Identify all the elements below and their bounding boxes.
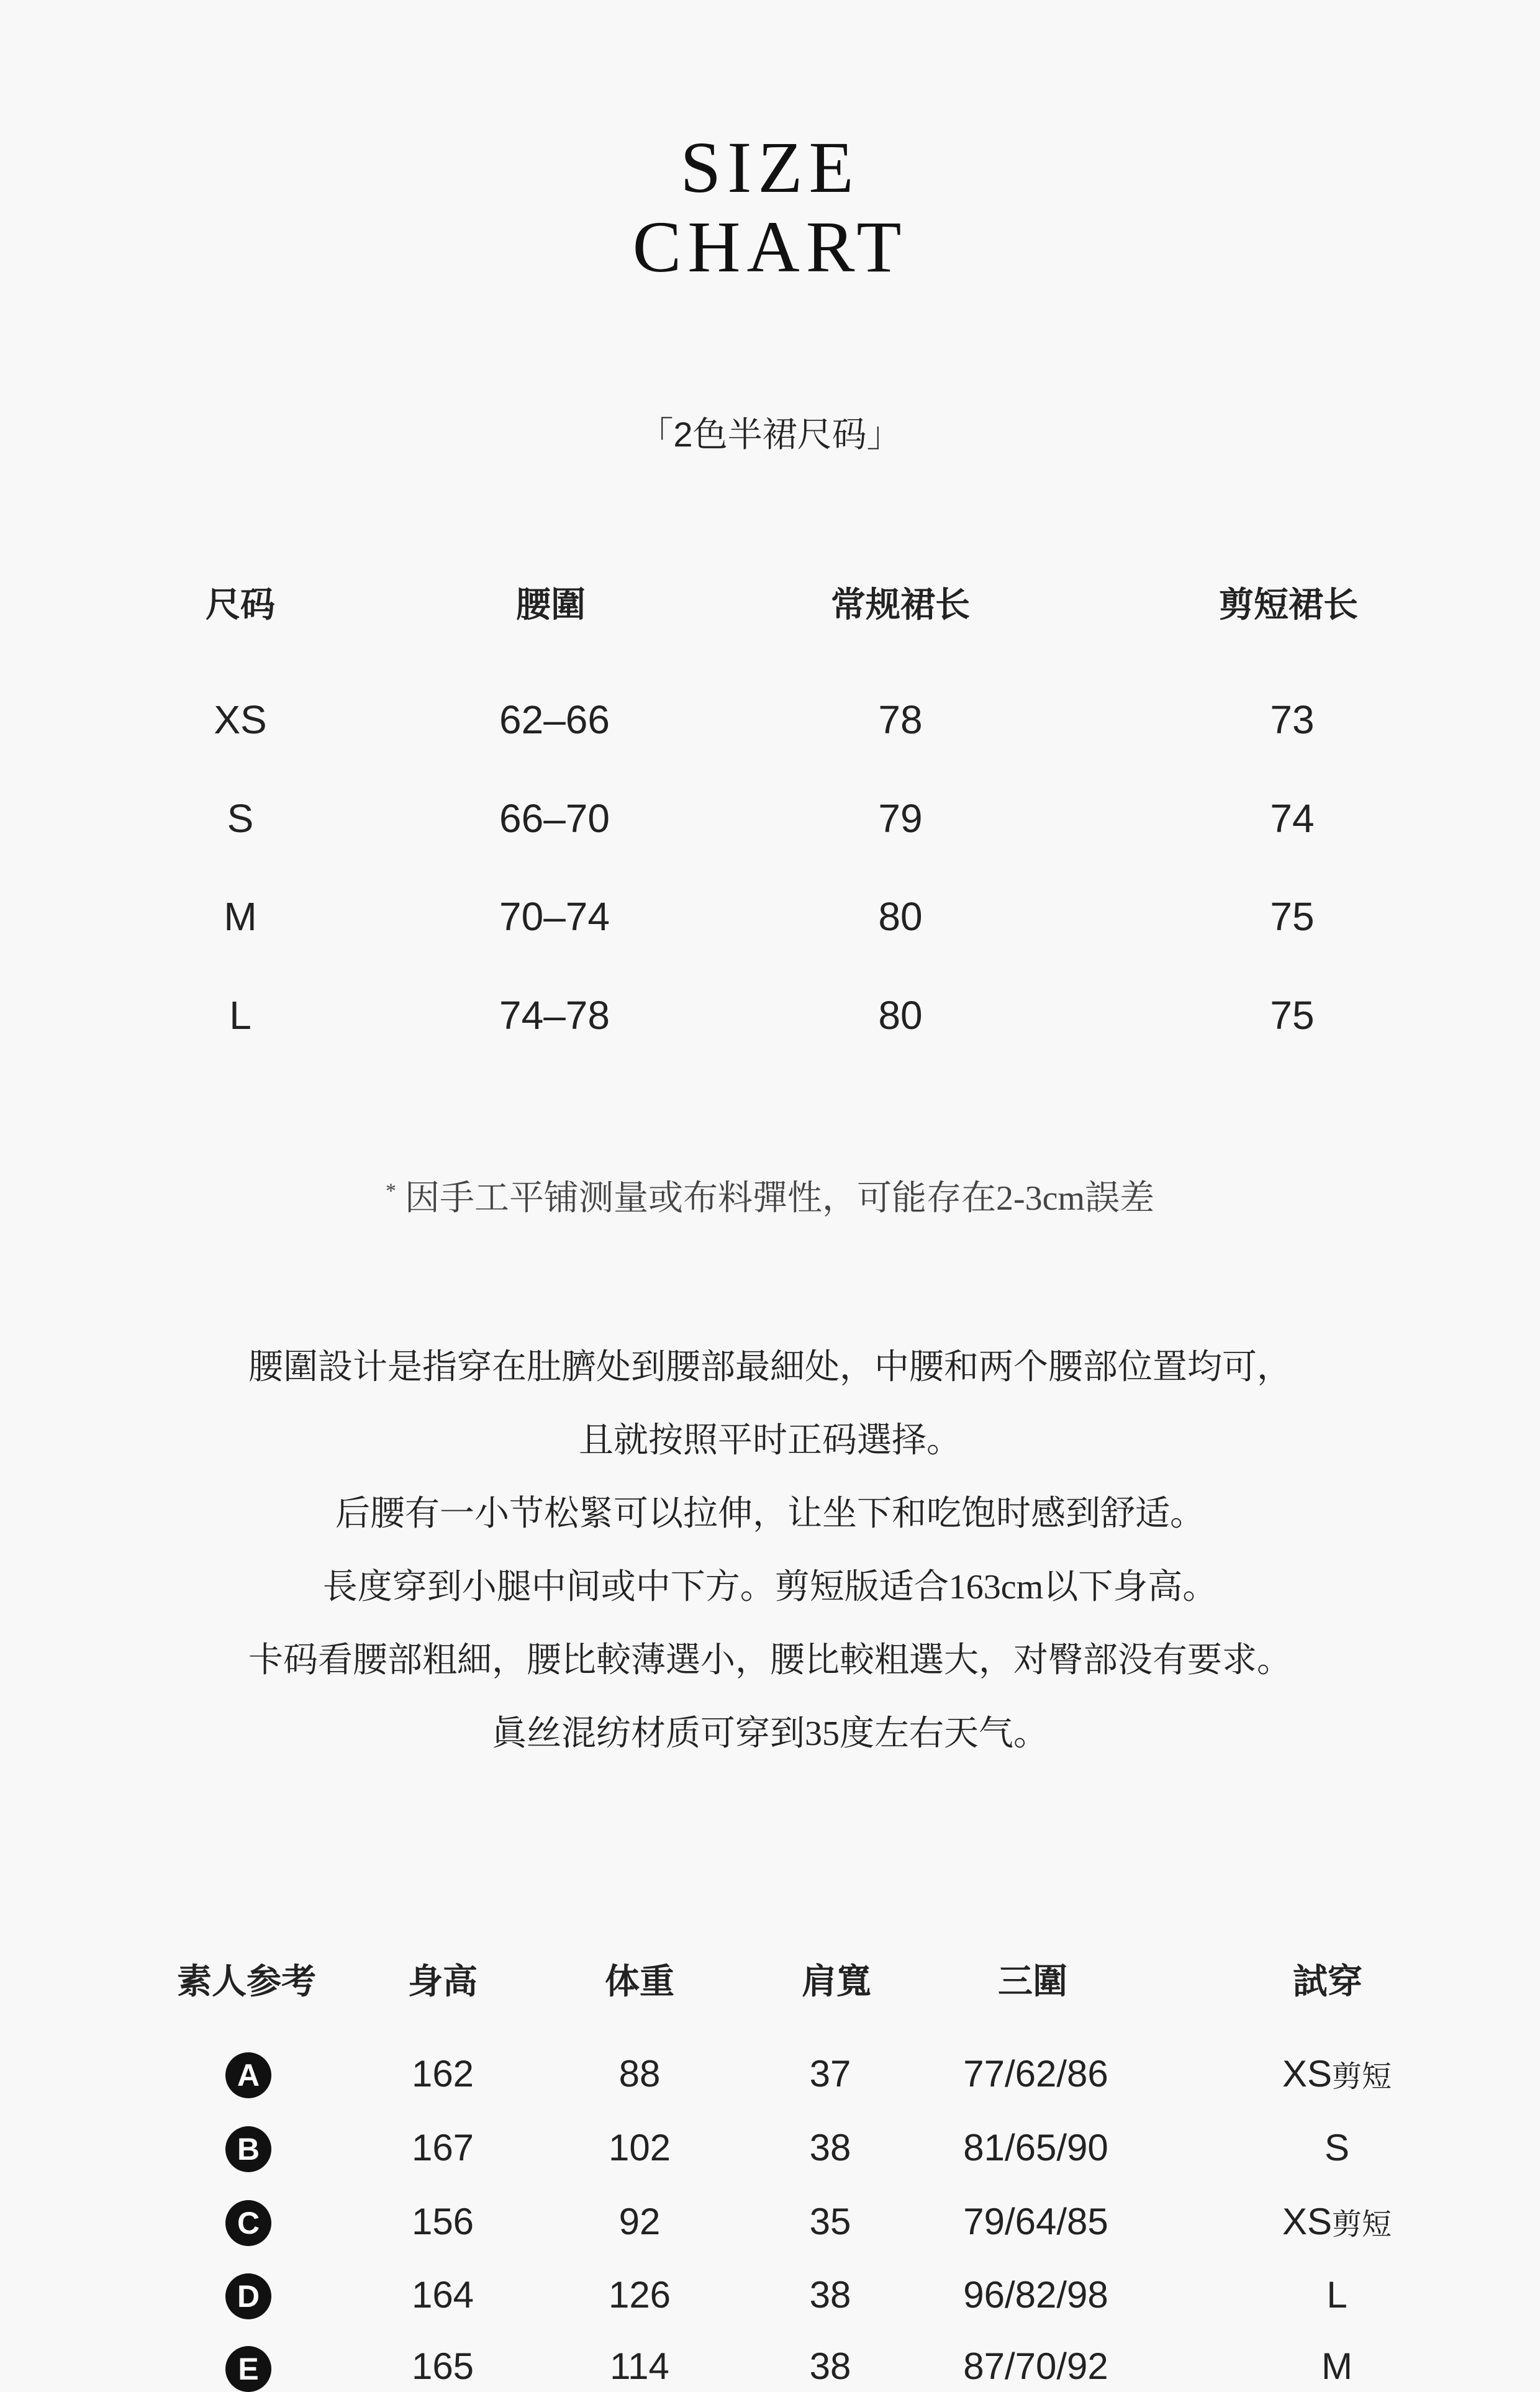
- title-line-size: SIZE: [680, 127, 860, 208]
- model-height: 156: [411, 2201, 474, 2242]
- tried-size-label: XS: [1282, 2201, 1333, 2242]
- tried-size-label: L: [1326, 2274, 1348, 2316]
- subtitle: 「2色半裙尺码」: [638, 415, 902, 454]
- row-cropped-length: 74: [1270, 796, 1315, 841]
- model-height: 162: [411, 2053, 474, 2095]
- header-measurements: 三圍: [998, 1962, 1067, 2001]
- model-badge: B: [225, 2126, 271, 2172]
- model-tried-size: [1326, 2273, 1347, 2316]
- tried-size-suffix: 剪短: [1332, 2060, 1392, 2093]
- row-regular-length: 78: [878, 697, 923, 742]
- model-weight: 88: [618, 2053, 661, 2095]
- model-height: 165: [411, 2345, 474, 2387]
- model-badge: D: [225, 2273, 271, 2319]
- model-shoulder: 38: [809, 2127, 851, 2168]
- description-line: 長度穿到小腿中间或中下方。剪短版适合163cm以下身高。: [322, 1568, 1218, 1606]
- model-measurements: 81/65/90: [963, 2127, 1108, 2168]
- model-measurements: 96/82/98: [963, 2274, 1108, 2316]
- tried-size-label: S: [1324, 2127, 1350, 2168]
- description-line: 且就按照平时正码選择。: [579, 1421, 961, 1460]
- model-tried-size: [1282, 2200, 1392, 2243]
- row-size: XS: [214, 697, 267, 742]
- note-asterisk: *: [385, 1179, 396, 1203]
- header-shoulder: 肩寬: [802, 1962, 871, 2001]
- model-shoulder: 37: [809, 2053, 851, 2095]
- row-waist: 66–70: [499, 796, 610, 841]
- header-regular-length: 常规裙长: [831, 585, 970, 624]
- model-tried-size: [1282, 2052, 1392, 2095]
- header-cropped-length: 剪短裙长: [1219, 585, 1358, 624]
- model-shoulder: 38: [809, 2345, 851, 2387]
- model-height: 167: [411, 2127, 474, 2168]
- row-size: M: [224, 894, 257, 939]
- tried-size-label: XS: [1282, 2053, 1333, 2095]
- model-weight: 92: [618, 2201, 661, 2242]
- model-measurements: 79/64/85: [963, 2201, 1108, 2242]
- row-cropped-length: 73: [1270, 697, 1315, 742]
- row-cropped-length: 75: [1270, 894, 1315, 939]
- model-tried-size: [1325, 2126, 1349, 2169]
- model-measurements: 77/62/86: [963, 2053, 1108, 2095]
- header-weight: 体重: [605, 1962, 674, 2001]
- title-line-chart: CHART: [632, 206, 908, 288]
- description-line: 卡码看腰部粗細，腰比較薄選小，腰比較粗選大，对臀部没有要求。: [248, 1641, 1292, 1680]
- model-height: 164: [411, 2274, 474, 2316]
- row-waist: 62–66: [499, 697, 610, 742]
- model-badge: A: [225, 2052, 271, 2098]
- row-waist: 74–78: [499, 993, 610, 1038]
- description-line: 后腰有一小节松緊可以拉伸，让坐下和吃饱时感到舒适。: [335, 1495, 1205, 1533]
- row-regular-length: 80: [878, 894, 923, 939]
- tried-size-label: M: [1321, 2345, 1352, 2387]
- header-model: 素人参考: [177, 1962, 316, 2001]
- header-tried-size: 試穿: [1293, 1962, 1362, 2001]
- model-weight: 102: [608, 2127, 671, 2168]
- model-badge: C: [225, 2200, 271, 2246]
- model-weight: 126: [608, 2274, 671, 2316]
- model-shoulder: 35: [809, 2201, 851, 2242]
- model-badge: E: [225, 2346, 271, 2392]
- row-cropped-length: 75: [1270, 993, 1315, 1038]
- model-weight: 114: [610, 2345, 669, 2387]
- header-height: 身高: [408, 1962, 478, 2001]
- row-size: L: [229, 993, 251, 1038]
- tried-size-suffix: 剪短: [1332, 2208, 1392, 2241]
- row-regular-length: 80: [878, 993, 923, 1038]
- description: [0, 1331, 1540, 1770]
- model-measurements: 87/70/92: [963, 2345, 1108, 2387]
- row-regular-length: 79: [878, 796, 923, 841]
- header-size: 尺码: [206, 585, 275, 624]
- description-line: 眞丝混纺材质可穿到35度左右天气。: [492, 1715, 1048, 1753]
- model-shoulder: 38: [809, 2274, 851, 2316]
- header-waist: 腰圍: [516, 585, 586, 624]
- measurement-note: [0, 1171, 1540, 1220]
- model-tried-size: [1321, 2345, 1352, 2388]
- description-line: 腰圍設计是指穿在肚臍处到腰部最細处，中腰和两个腰部位置均可，: [248, 1348, 1292, 1387]
- row-size: S: [227, 796, 254, 841]
- note-text: 因手工平铺测量或布料彈性，可能存在2-3cm誤差: [404, 1179, 1155, 1218]
- row-waist: 70–74: [499, 894, 610, 939]
